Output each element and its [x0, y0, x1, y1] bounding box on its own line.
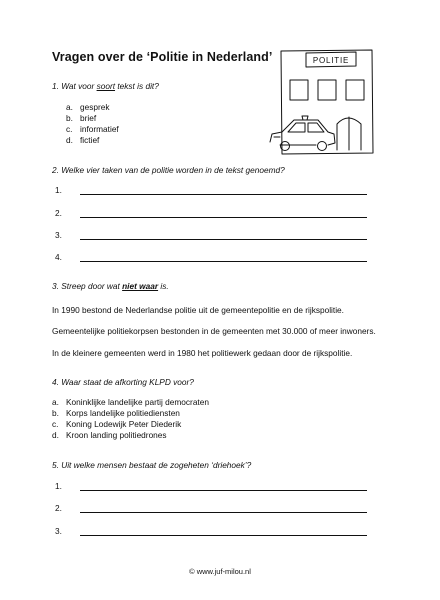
answer-line[interactable]: [80, 217, 367, 218]
question-5: 5. Uit welke mensen bestaat de zogeheten ‘driehoek’?: [52, 460, 252, 470]
police-station-drawing-icon: [268, 44, 380, 156]
q4-option-b: [52, 408, 180, 418]
question-3-pre: 3. Streep door wat: [52, 281, 123, 291]
option-text: informatief: [80, 124, 119, 134]
answer-line[interactable]: [80, 194, 367, 195]
answer-line[interactable]: [80, 490, 367, 491]
q1-option-c: [66, 124, 119, 134]
option-letter: a.: [52, 397, 59, 407]
option-text: brief: [80, 113, 97, 123]
option-letter: d.: [66, 135, 73, 145]
question-1: [52, 81, 159, 91]
question-3: [52, 281, 169, 291]
option-text: Kroon landing politiedrones: [66, 430, 167, 440]
footer-credit: © www.juf-milou.nl: [189, 567, 251, 576]
q1-option-a: [66, 102, 110, 112]
answer-line[interactable]: [80, 239, 367, 240]
answer-line-label: 3.: [55, 230, 62, 240]
option-text: Koning Lodewijk Peter Diederik: [66, 419, 182, 429]
option-letter: b.: [52, 408, 59, 418]
question-3-emph: niet waar: [122, 281, 159, 291]
answer-line[interactable]: [80, 261, 367, 262]
option-letter: d.: [52, 430, 59, 440]
q1-option-d: [66, 135, 99, 145]
question-4: 4. Waar staat de afkorting KLPD voor?: [52, 377, 194, 387]
page-title: Vragen over de ‘Politie in Nederland’: [52, 50, 273, 64]
answer-line[interactable]: [80, 512, 367, 513]
q4-option-a: [52, 397, 209, 407]
q4-option-d: [52, 430, 167, 440]
question-1-post: tekst is dit?: [115, 81, 159, 91]
statement-1[interactable]: In 1990 bestond de Nederlandse politie uit de gemeentepolitie en de rijkspolitie.: [52, 305, 344, 315]
question-1-pre: 1. Wat voor: [52, 81, 97, 91]
option-text: Koninklijke landelijke partij democraten: [66, 397, 209, 407]
question-3-post: is.: [158, 281, 169, 291]
answer-line[interactable]: [80, 535, 367, 536]
option-text: fictief: [80, 135, 100, 145]
option-text: Korps landelijke politiediensten: [66, 408, 180, 418]
statement-2[interactable]: Gemeentelijke politiekorpsen bestonden in de gemeenten met 30.000 of meer inwoners.: [52, 326, 376, 336]
answer-line-label: 4.: [55, 252, 62, 262]
answer-line-label: 1.: [55, 185, 62, 195]
question-1-emph: soort: [96, 81, 116, 91]
statement-3[interactable]: In de kleinere gemeenten werd in 1980 het politiewerk gedaan door de rijkspolitie.: [52, 348, 353, 358]
q1-option-b: [66, 113, 96, 123]
option-letter: b.: [66, 113, 73, 123]
sign-label: POLITIE: [312, 56, 350, 65]
question-2: 2. Welke vier taken van de politie worden in de tekst genoemd?: [52, 165, 285, 175]
answer-line-label: 3.: [55, 526, 62, 536]
answer-line-label: 2.: [55, 208, 62, 218]
option-letter: a.: [66, 102, 73, 112]
q4-option-c: [52, 419, 181, 429]
option-text: gesprek: [80, 102, 110, 112]
answer-line-label: 2.: [55, 503, 62, 513]
option-letter: c.: [66, 124, 73, 134]
option-letter: c.: [52, 419, 59, 429]
answer-line-label: 1.: [55, 481, 62, 491]
